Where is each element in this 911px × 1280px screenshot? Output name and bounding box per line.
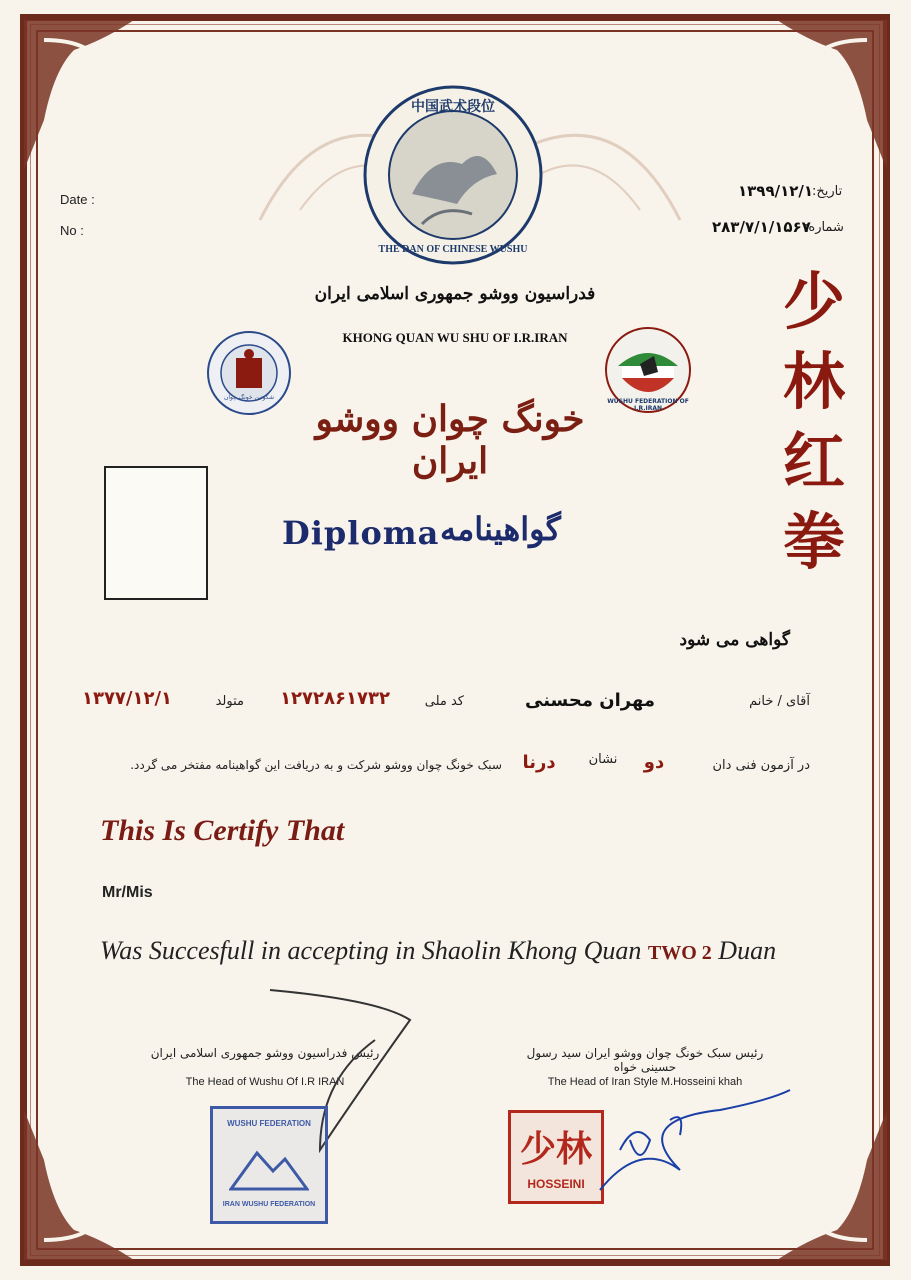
dan-number-fa: دو — [643, 752, 665, 773]
chinese-char-1: 少 — [782, 265, 845, 338]
diploma-title-en: Diploma — [282, 514, 440, 552]
date-label: Date : — [60, 192, 95, 207]
exam-text-fa: در آزمون فنی دان — [712, 758, 810, 773]
seal-top-text: 中国武术段位 — [411, 99, 495, 115]
achievement-line-en — [100, 936, 860, 966]
rank-text: TWO 2 — [647, 942, 712, 964]
mountain-icon — [229, 1139, 309, 1193]
corner-ornament-bottom-left — [14, 1100, 204, 1270]
chinese-char-2: 林 — [782, 345, 845, 418]
person-name: مهران محسنی — [524, 690, 656, 711]
diploma-title-fa: گواهینامه — [440, 510, 561, 548]
national-code-label: کد ملی — [424, 694, 464, 709]
khong-quan-logo-icon — [206, 330, 292, 416]
date-label-fa: تاریخ: — [812, 184, 843, 199]
federation-stamp — [210, 1106, 328, 1224]
badge-name-fa: درنا — [522, 752, 556, 773]
style-title-fa: خونگ چوان ووشو ایران — [315, 398, 585, 482]
wushu-federation-logo — [604, 326, 692, 414]
duan-text: Duan — [718, 936, 777, 965]
khong-quan-logo — [206, 330, 292, 416]
no-label-fa: شماره: — [804, 220, 844, 235]
dan-seal — [362, 84, 544, 266]
rest-text-fa: سبک خونگ چوان ووشو شرکت و به دریافت این گواهینامه مفتخر می گردد. — [130, 758, 502, 772]
mr-mrs-label-fa: آقای / خانم — [749, 694, 810, 709]
wushu-federation-logo-text: WUSHU FEDERATION OF I.R.IRAN — [607, 398, 689, 412]
seal-ring-text: THE DAN OF CHINESE WUSHU — [378, 244, 528, 255]
birth-date: ۱۳۷۷/۱۲/۱ — [81, 688, 173, 709]
certify-en: This Is Certify That — [100, 814, 345, 847]
chinese-char-3: 红 — [782, 425, 845, 498]
certify-fa: گواهی می شود — [679, 630, 790, 650]
national-code: ۱۲۷۲۸۶۱۷۳۲ — [280, 688, 390, 709]
left-signatory-title-en: The Head of Wushu Of I.R IRAN — [185, 1076, 345, 1088]
federation-stamp-top: WUSHU FEDERATION — [227, 1119, 311, 1128]
khong-quan-logo-text: شکوتین خونگ چوان — [223, 394, 275, 401]
photo-placeholder — [104, 466, 208, 600]
federation-stamp-bottom: IRAN WUSHU FEDERATION — [222, 1201, 316, 1208]
right-signatory-title-en: The Head of Iran Style M.Hosseini khah — [547, 1076, 743, 1088]
chinese-char-4: 拳 — [782, 505, 845, 578]
number-value: ۲۸۳/۷/۱/۱۵۶۷ — [712, 218, 811, 236]
date-value: ۱۳۹۹/۱۲/۱ — [738, 182, 814, 200]
left-signatory-title-fa: رئیس فدراسیون ووشو جمهوری اسلامی ایران — [150, 1046, 380, 1060]
right-signatory-title-fa: رئیس سبک خونگ چوان ووشو ایران سید رسول حسینی خواه — [526, 1046, 764, 1074]
right-signature — [560, 1080, 800, 1210]
achievement-text: Was Succesfull in accepting in Shaolin Khong Quan — [100, 936, 642, 965]
hosseini-stamp-name: HOSSEINI — [527, 1177, 585, 1191]
born-label: متولد — [215, 694, 244, 709]
federation-name-fa: فدراسیون ووشو جمهوری اسلامی ایران — [314, 284, 596, 304]
badge-label-fa: نشان — [588, 752, 618, 767]
no-label: No : — [60, 223, 84, 238]
federation-name-en: KHONG QUAN WU SHU OF I.R.IRAN — [342, 330, 568, 345]
hosseini-stamp-chinese: 少林 — [519, 1128, 592, 1170]
chinese-vertical-title — [774, 262, 854, 582]
corner-ornament-top-left — [14, 10, 204, 180]
mr-mis-label: Mr/Mis — [102, 884, 153, 901]
corner-ornament-top-right — [707, 10, 897, 180]
